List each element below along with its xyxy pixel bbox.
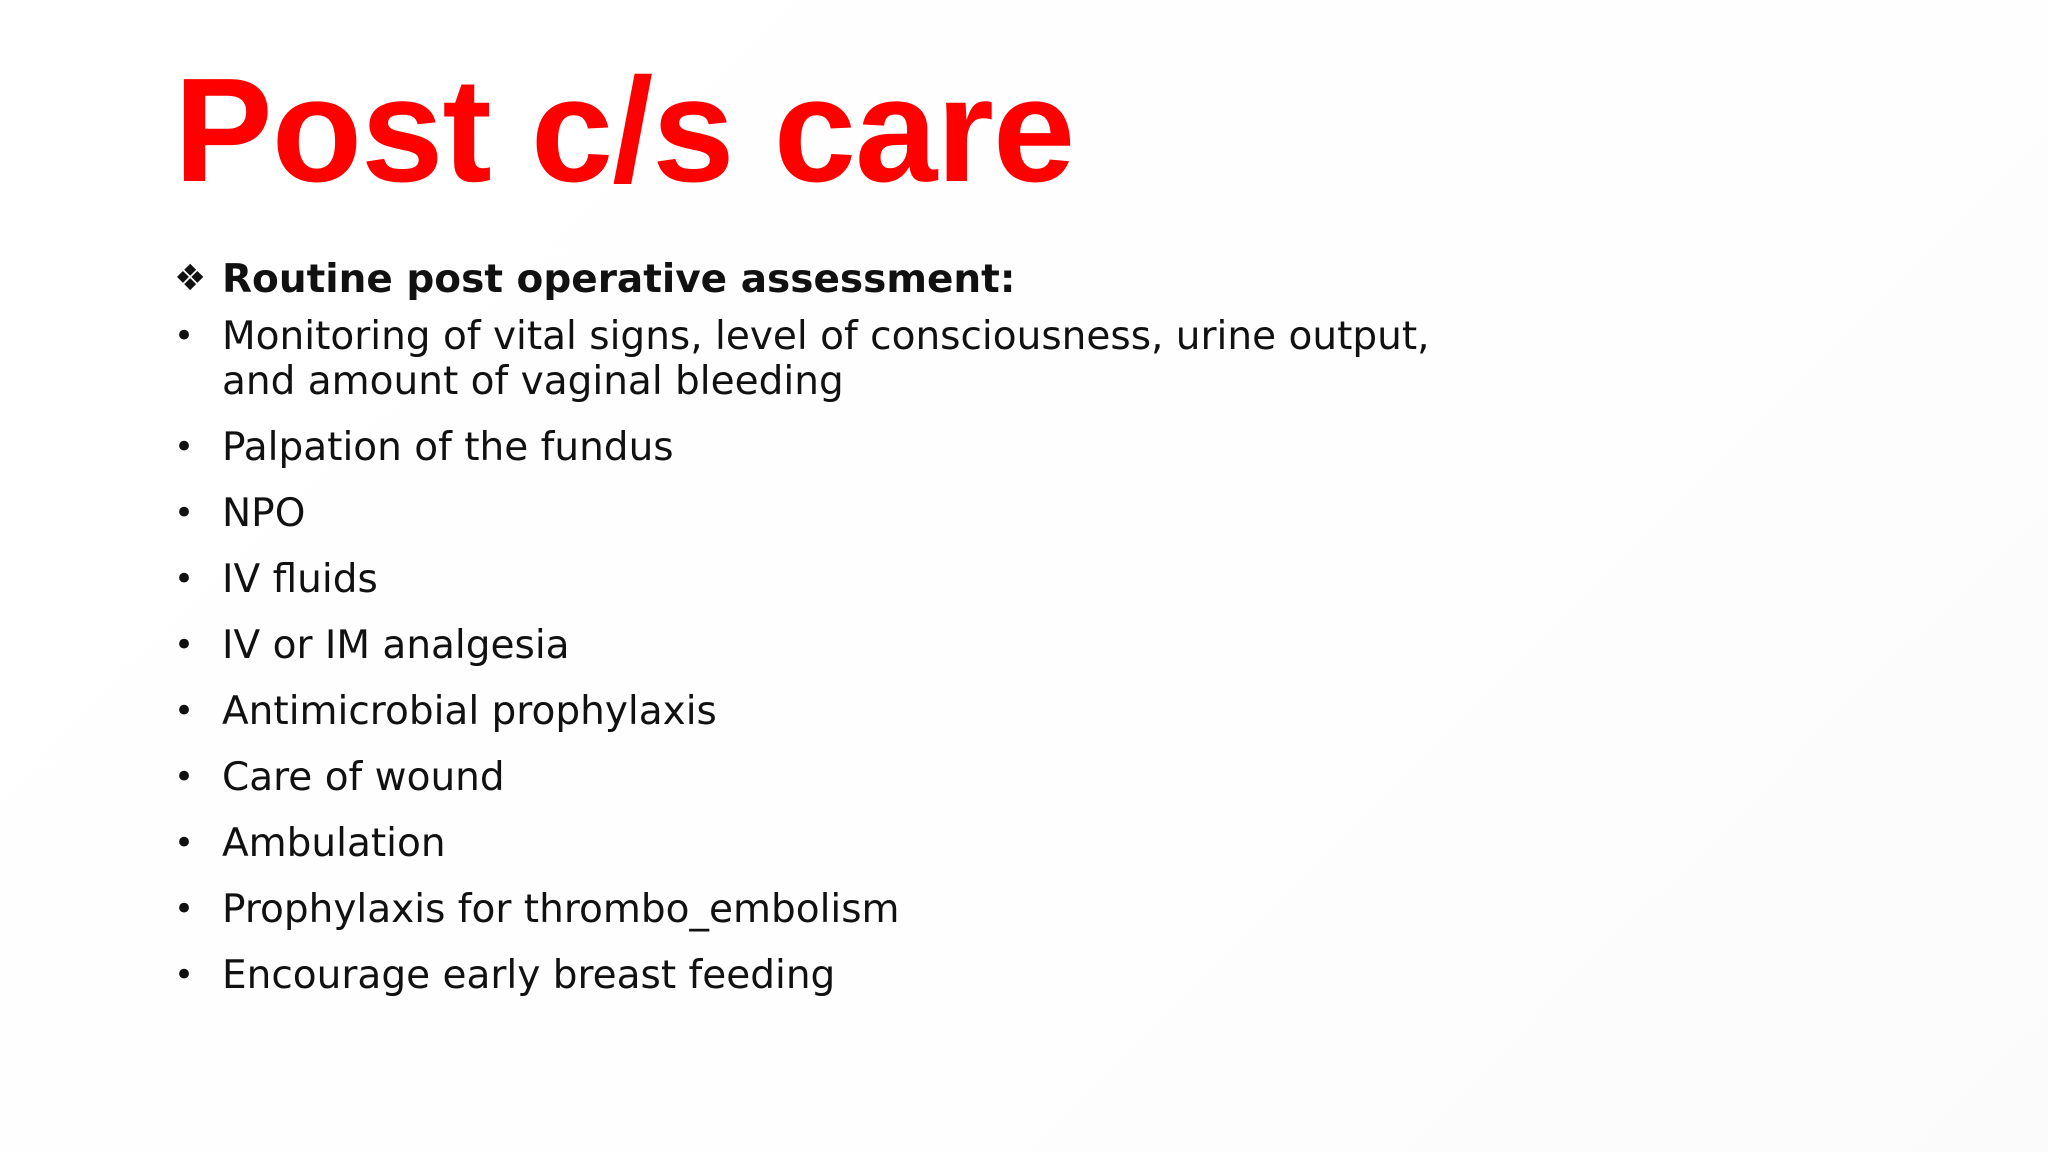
list-item-text: Care of wound [222,755,505,800]
list-item-text: Monitoring of vital signs, level of consciousness, urine output, and amount of vaginal bleeding [222,314,1430,404]
section-heading-text: Routine post operative assessment: [222,257,1016,302]
list-item [174,689,1474,734]
slide-title: Post c/s care [174,48,1075,213]
bullet-icon: • [174,955,195,995]
list-item [174,887,1474,932]
slide-content [174,252,1474,1019]
list-item [174,425,1474,470]
list-item [174,314,1474,404]
list-item-text: NPO [222,491,306,536]
list-item-text: Encourage early breast feeding [222,953,836,998]
list-item-text: IV or IM analgesia [222,623,570,668]
list-item-text: Palpation of the fundus [222,425,674,470]
list-item [174,821,1474,866]
list-item [174,953,1474,998]
bullet-icon: • [174,823,195,863]
bullet-icon: • [174,493,195,533]
bullet-icon: • [174,889,195,929]
bullet-icon: • [174,559,195,599]
section-heading [174,252,1474,308]
list-item-text: IV fluids [222,557,378,602]
list-item [174,557,1474,602]
list-item [174,623,1474,668]
list-item-text: Ambulation [222,821,446,866]
bullet-icon: • [174,691,195,731]
bullet-icon: • [174,316,195,356]
bullet-list [174,314,1474,998]
list-item [174,491,1474,536]
bullet-icon: • [174,427,195,467]
list-item-text: Prophylaxis for thrombo_embolism [222,887,900,932]
list-item-text: Antimicrobial prophylaxis [222,689,717,734]
bullet-icon: • [174,625,195,665]
diamond-bullet-icon: ❖ [174,258,207,299]
bullet-icon: • [174,757,195,797]
list-item [174,755,1474,800]
